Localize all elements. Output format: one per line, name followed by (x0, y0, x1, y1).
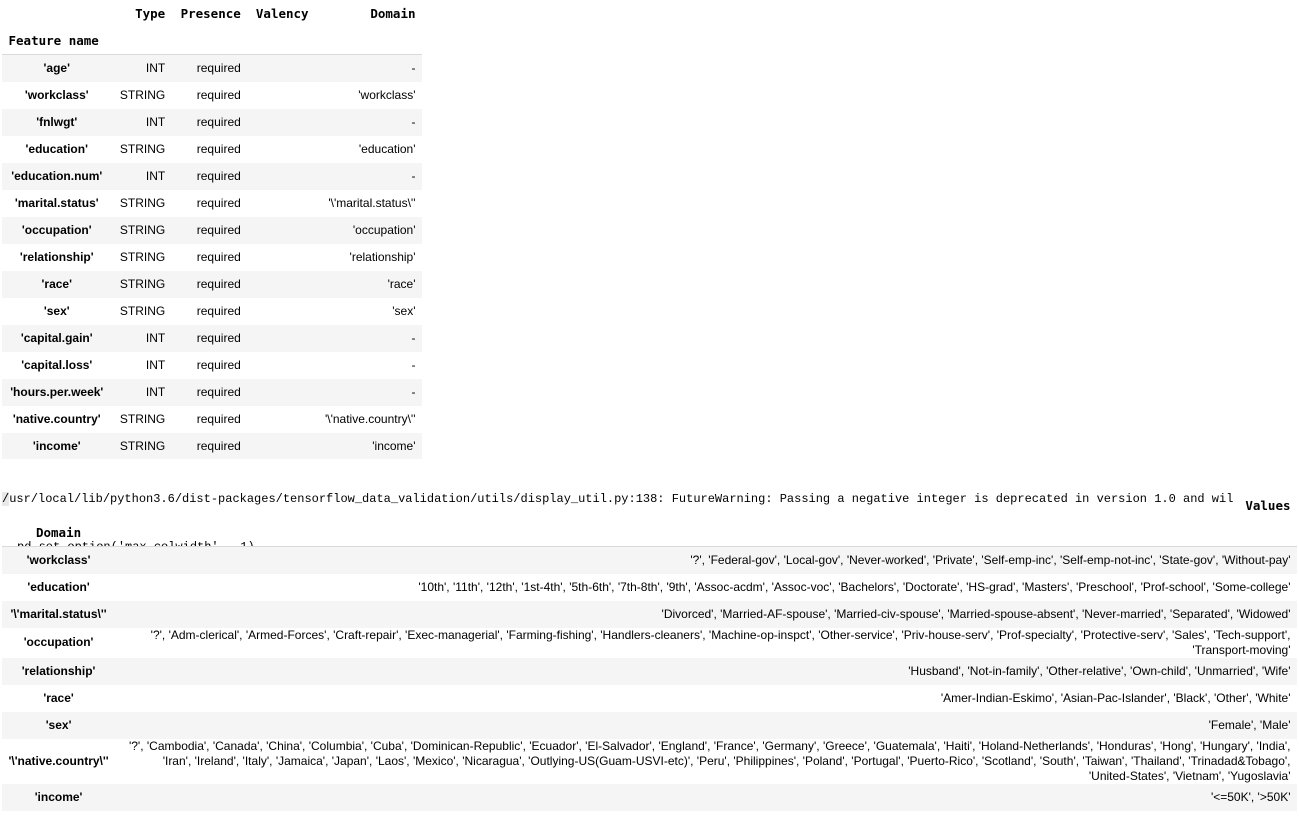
domain-cell: 'occupation' (352, 222, 416, 237)
type-cell: INT (145, 114, 166, 129)
index-header-spacer (115, 519, 1297, 547)
valency-cell (247, 190, 315, 217)
col-header-valency: Valency (255, 6, 309, 21)
type-cell: STRING (119, 222, 166, 237)
presence-cell: required (196, 330, 241, 345)
feature-name-cell: 'sex' (43, 303, 70, 318)
domain-values-cell: '10th', '11th', '12th', '1st-4th', '5th-6th', '7th-8th', '9th', 'Assoc-acdm', 'Assoc-voc', 'Bachelors', 'Doctorate', 'HS-grad', 'Masters', 'Preschool', 'Prof-school', 'Some-college' (418, 579, 1291, 594)
domain-cell: '\'marital.status\'' (328, 195, 416, 210)
table-row (2, 298, 422, 325)
index-header-domain: Domain (2, 519, 115, 547)
domain-cell: 'sex' (392, 303, 416, 318)
feature-name-cell: 'age' (43, 60, 70, 75)
feature-name-cell: 'capital.loss' (21, 357, 93, 372)
feature-name-cell: 'native.country' (12, 411, 101, 426)
domain-cell: 'workclass' (358, 87, 416, 102)
index-header-spacer (315, 27, 422, 55)
domain-values-cell: '?', 'Adm-clerical', 'Armed-Forces', 'Craft-repair', 'Exec-managerial', 'Farming-fishing', 'Handlers-cleaners', 'Machine-op-inspct', 'Other-service', 'Priv-house-serv', 'Prof-specialty', 'Protective-serv', 'Sales', 'Tech-support', 'Transport-moving' (150, 627, 1291, 657)
valency-cell (247, 82, 315, 109)
presence-cell: required (196, 249, 241, 264)
domain-name-cell: 'education' (27, 579, 90, 594)
valency-cell (247, 325, 315, 352)
table-row (2, 433, 422, 460)
index-header-spacer (247, 27, 315, 55)
presence-cell: required (196, 168, 241, 183)
domain-values-cell: '?', 'Cambodia', 'Canada', 'China', 'Columbia', 'Cuba', 'Dominican-Republic', 'Ecuador', 'El-Salvador', 'England', 'France', 'Germany', 'Greece', 'Guatemala', 'Haiti', 'Holand-Netherlands', 'Honduras', 'Hong', 'Hungary', 'India', 'Iran', 'Ireland', 'Italy', 'Jamaica', 'Japan', 'Laos', 'Mexico', 'Nicaragua', 'Outlying-US(Guam-USVI-etc)', 'Peru', 'Philippines', 'Poland', 'Portugal', 'Puerto-Rico', 'Scotland', 'South', 'Taiwan', 'Thailand', 'Trinadad&Tobago', 'United-States', 'Vietnam', 'Yugoslavia' (128, 738, 1291, 783)
domain-name-cell: 'occupation' (23, 635, 94, 649)
col-header-domain: Domain (370, 6, 416, 21)
valency-cell (247, 109, 315, 136)
domains-corner (2, 492, 115, 519)
type-cell: STRING (119, 438, 166, 453)
type-cell: INT (145, 168, 166, 183)
warning-code-line: pd.set_option('max_colwidth', -1) (17, 540, 255, 554)
domain-name-cell: 'sex' (45, 717, 72, 732)
domain-values-cell: 'Amer-Indian-Eskimo', 'Asian-Pac-Islander', 'Black', 'Other', 'White' (940, 690, 1291, 705)
domain-cell: - (411, 60, 416, 75)
table-row (2, 712, 1297, 739)
feature-name-cell: 'workclass' (24, 87, 89, 102)
domains-header-row (2, 492, 1297, 519)
col-header-type: Type (135, 6, 166, 21)
table-row (2, 685, 1297, 712)
valency-cell (247, 379, 315, 406)
valency-cell (247, 55, 315, 82)
presence-cell: required (196, 411, 241, 426)
table-row (2, 325, 422, 352)
domain-cell: 'education' (358, 141, 416, 156)
table-row (2, 406, 422, 433)
domain-name-cell: 'race' (43, 690, 74, 705)
table-row (2, 271, 422, 298)
type-cell: STRING (119, 141, 166, 156)
domain-values-cell: '<=50K', '>50K' (1210, 789, 1291, 804)
table-row (2, 658, 1297, 685)
table-row (2, 739, 1297, 784)
valency-cell (247, 352, 315, 379)
domain-values-cell: '?', 'Federal-gov', 'Local-gov', 'Never-worked', 'Private', 'Self-emp-inc', 'Self-emp-not-inc', 'State-gov', 'Without-pay' (690, 552, 1291, 567)
presence-cell: required (196, 60, 241, 75)
feature-name-cell: 'capital.gain' (20, 330, 93, 345)
domain-cell: - (411, 384, 416, 399)
index-header-spacer (172, 27, 248, 55)
table-row (2, 574, 1297, 601)
presence-cell: required (196, 276, 241, 291)
feature-name-cell: 'fnlwgt' (36, 114, 78, 129)
table-row (2, 547, 1297, 574)
table-row (2, 163, 422, 190)
warning-text: usr/local/lib/python3.6/dist-packages/tensorflow_data_validation/utils/display_util.py:138: FutureWarning: Passing a negative integer is deprecated in version 1.0 and wil (9, 492, 1234, 506)
type-cell: STRING (119, 195, 166, 210)
table-row (2, 109, 422, 136)
presence-cell: required (196, 357, 241, 372)
domain-name-cell: 'income' (34, 789, 83, 804)
type-cell: INT (145, 384, 166, 399)
domain-values-cell: 'Divorced', 'Married-AF-spouse', 'Married-civ-spouse', 'Married-spouse-absent', 'Never-married', 'Separated', 'Widowed' (661, 606, 1291, 621)
type-cell: INT (145, 60, 166, 75)
domains-table (2, 492, 1297, 811)
feature-name-cell: 'education.num' (11, 168, 103, 183)
valency-cell (247, 136, 315, 163)
presence-cell: required (196, 303, 241, 318)
presence-cell: required (196, 141, 241, 156)
col-header-presence: Presence (180, 6, 241, 21)
presence-cell: required (196, 195, 241, 210)
domain-name-cell: 'relationship' (21, 663, 96, 678)
type-cell: INT (145, 357, 166, 372)
feature-name-cell: 'income' (32, 438, 81, 453)
domain-name-cell: '\'marital.status\'' (10, 606, 107, 621)
feature-name-cell: 'education' (25, 141, 88, 156)
domain-values-cell: 'Husband', 'Not-in-family', 'Other-relative', 'Own-child', 'Unmarried', 'Wife' (908, 663, 1291, 678)
table-row (2, 190, 422, 217)
domain-cell: - (411, 330, 416, 345)
domain-name-cell: '\'native.country\'' (8, 753, 109, 768)
domain-values-cell: 'Female', 'Male' (1208, 717, 1291, 732)
valency-cell (247, 406, 315, 433)
valency-cell (247, 244, 315, 271)
type-cell: STRING (119, 87, 166, 102)
type-cell: STRING (119, 249, 166, 264)
domains-index-header-row (2, 519, 1297, 547)
domain-name-cell: 'workclass' (26, 552, 91, 567)
type-cell: STRING (119, 276, 166, 291)
domain-cell: 'race' (387, 276, 416, 291)
table-row (2, 628, 1297, 658)
col-header-values: Values (1245, 498, 1291, 513)
type-cell: INT (145, 330, 166, 345)
domain-cell: 'relationship' (349, 249, 416, 264)
type-cell: STRING (119, 411, 166, 426)
feature-name-cell: 'race' (41, 276, 72, 291)
feature-name-cell: 'marital.status' (14, 195, 99, 210)
presence-cell: required (196, 222, 241, 237)
table-row (2, 136, 422, 163)
table-row (2, 352, 422, 379)
index-header-feature-name: Feature name (2, 27, 112, 55)
domain-cell: - (411, 357, 416, 372)
presence-cell: required (196, 87, 241, 102)
valency-cell (247, 163, 315, 190)
table-row (2, 55, 422, 82)
feature-name-cell: 'relationship' (19, 249, 94, 264)
table-row (2, 244, 422, 271)
valency-cell (247, 217, 315, 244)
feature-name-cell: 'occupation' (21, 222, 92, 237)
domain-cell: - (411, 114, 416, 129)
table-row (2, 784, 1297, 811)
table-row (2, 379, 422, 406)
table-row (2, 601, 1297, 628)
valency-cell (247, 271, 315, 298)
table-row (2, 82, 422, 109)
feature-name-cell: 'hours.per.week' (10, 384, 104, 399)
features-corner (2, 0, 112, 27)
presence-cell: required (196, 384, 241, 399)
domain-cell: - (411, 168, 416, 183)
presence-cell: required (196, 114, 241, 129)
index-header-spacer (112, 27, 172, 55)
valency-cell (247, 433, 315, 460)
warning-first-char: / (2, 492, 10, 506)
presence-cell: required (196, 438, 241, 453)
features-table (2, 0, 422, 460)
features-index-header-row (2, 27, 422, 55)
domain-cell: 'income' (372, 438, 416, 453)
type-cell: STRING (119, 303, 166, 318)
features-header-row (2, 0, 422, 27)
table-row (2, 217, 422, 244)
valency-cell (247, 298, 315, 325)
domain-cell: '\'native.country\'' (324, 411, 416, 426)
